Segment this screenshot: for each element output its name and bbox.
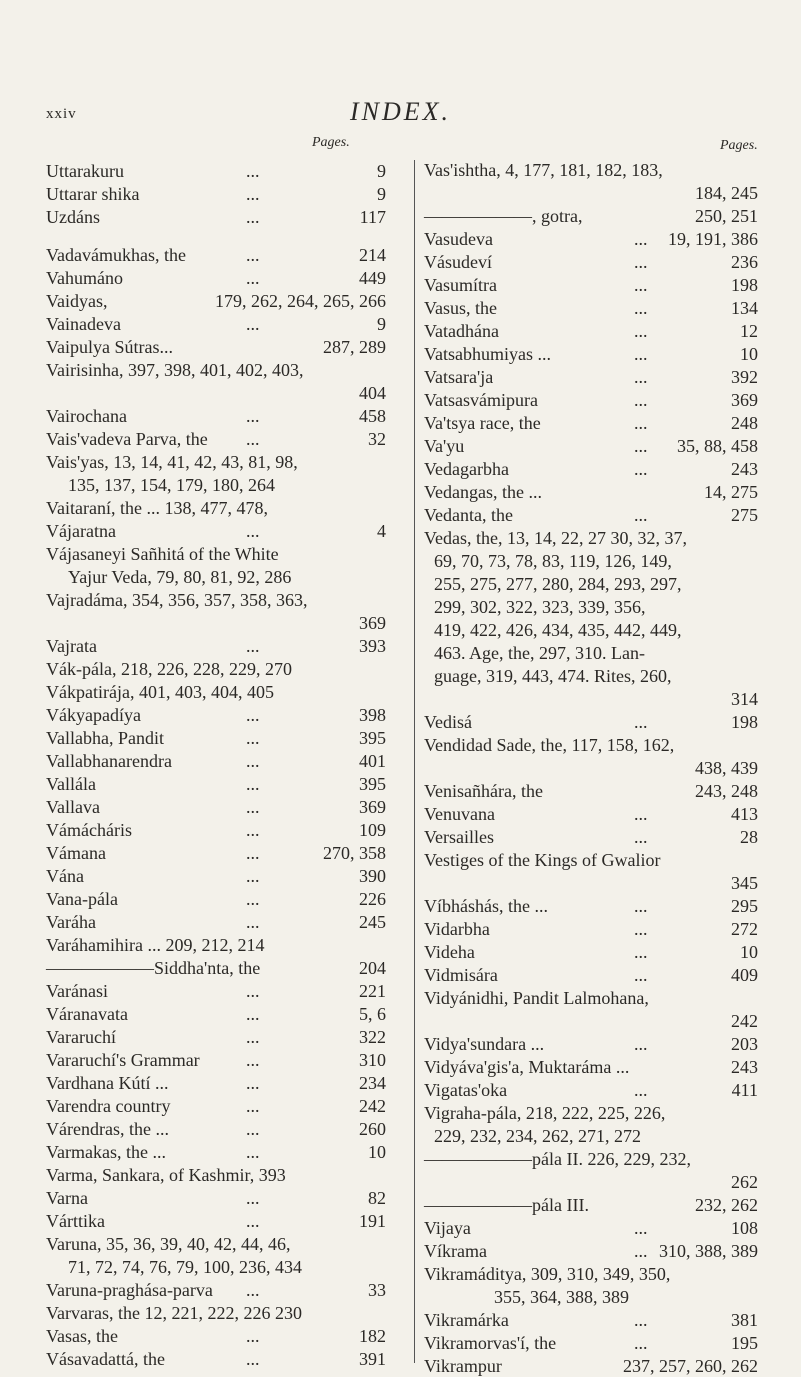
entry-leader: ... bbox=[246, 1211, 260, 1231]
entry-pages: 10 bbox=[368, 1142, 386, 1162]
entry-term: 419, 422, 426, 434, 435, 442, 449, bbox=[434, 620, 682, 640]
entry-pages: 203 bbox=[731, 1034, 758, 1054]
entry-pages: 9 bbox=[377, 314, 386, 334]
entry-term: Váranavata bbox=[46, 1004, 128, 1024]
entry-pages: 134 bbox=[731, 298, 758, 318]
entry-leader: ... bbox=[634, 827, 648, 847]
entry-leader: ... bbox=[246, 184, 260, 204]
right-pages-label: Pages. bbox=[720, 138, 758, 153]
entry-pages: 369 bbox=[359, 797, 386, 817]
entry-pages: 275 bbox=[731, 505, 758, 525]
entry-pages: 198 bbox=[731, 712, 758, 732]
entry-term: Vána bbox=[46, 866, 84, 886]
entry-term: Varma, Sankara, of Kashmir, 393 bbox=[46, 1165, 286, 1185]
entry-pages: 221 bbox=[359, 981, 386, 1001]
entry-pages: 395 bbox=[359, 728, 386, 748]
entry-term: Vidya'sundara ... bbox=[424, 1034, 545, 1054]
entry-leader: ... bbox=[634, 459, 648, 479]
entry-leader: ... bbox=[246, 774, 260, 794]
entry-term: ——————, gotra, bbox=[424, 206, 583, 226]
entry-pages: 4 bbox=[377, 521, 386, 541]
entry-term: Varna bbox=[46, 1188, 88, 1208]
entry-pages: 237, 257, 260, 262 bbox=[623, 1356, 758, 1376]
entry-pages: 390 bbox=[359, 866, 386, 886]
entry-pages: 32 bbox=[368, 429, 386, 449]
entry-pages: 404 bbox=[359, 383, 386, 403]
entry-leader: ... bbox=[634, 919, 648, 939]
entry-term: 463. Age, the, 297, 310. Lan- bbox=[434, 643, 645, 663]
entry-term: Varmakas, the ... bbox=[46, 1142, 166, 1162]
entry-term: Vákyapadíya bbox=[46, 705, 141, 725]
entry-term: Várendras, the ... bbox=[46, 1119, 169, 1139]
entry-term: Vasumítra bbox=[424, 275, 497, 295]
entry-term: Vedagarbha bbox=[424, 459, 509, 479]
entry-term: Várttika bbox=[46, 1211, 105, 1231]
entry-leader: ... bbox=[634, 1218, 648, 1238]
entry-pages: 204 bbox=[359, 958, 386, 978]
entry-term: 229, 232, 234, 262, 271, 272 bbox=[434, 1126, 641, 1146]
entry-term: Víkrama bbox=[424, 1241, 487, 1261]
entry-term: Varáhamihira ... 209, 212, 214 bbox=[46, 935, 265, 955]
entry-leader: ... bbox=[634, 896, 648, 916]
entry-pages: 232, 262 bbox=[695, 1195, 758, 1215]
entry-term: Vajradáma, 354, 356, 357, 358, 363, bbox=[46, 590, 308, 610]
entry-leader: ... bbox=[246, 1050, 260, 1070]
entry-pages: 381 bbox=[731, 1310, 758, 1330]
entry-pages: 35, 88, 458 bbox=[677, 436, 758, 456]
entry-term: Vararuchí bbox=[46, 1027, 116, 1047]
entry-term: Vidyánidhi, Pandit Lalmohana, bbox=[424, 988, 649, 1008]
entry-pages: 458 bbox=[359, 406, 386, 426]
entry-term: Vasus, the bbox=[424, 298, 497, 318]
entry-term: Vedas, the, 13, 14, 22, 27 30, 32, 37, bbox=[424, 528, 687, 548]
entry-term: Vainadeva bbox=[46, 314, 121, 334]
entry-term: Varánasi bbox=[46, 981, 108, 1001]
entry-leader: ... bbox=[634, 298, 648, 318]
entry-term: Vahumáno bbox=[46, 268, 123, 288]
entry-leader: ... bbox=[634, 1310, 648, 1330]
entry-pages: 9 bbox=[377, 161, 386, 181]
entry-pages: 236 bbox=[731, 252, 758, 272]
entry-pages: 9 bbox=[377, 184, 386, 204]
entry-leader: ... bbox=[634, 1034, 648, 1054]
entry-term: Vedangas, the ... bbox=[424, 482, 542, 502]
entry-pages: 198 bbox=[731, 275, 758, 295]
entry-term: Vigatas'oka bbox=[424, 1080, 508, 1100]
column-divider bbox=[414, 160, 415, 1363]
entry-leader: ... bbox=[634, 1333, 648, 1353]
entry-leader: ... bbox=[246, 820, 260, 840]
entry-term: Vatsara'ja bbox=[424, 367, 494, 387]
entry-leader: ... bbox=[634, 942, 648, 962]
entry-leader: ... bbox=[246, 245, 260, 265]
entry-pages: 393 bbox=[359, 636, 386, 656]
entry-leader: ... bbox=[246, 636, 260, 656]
entry-term: ——————Siddha'nta, the bbox=[46, 958, 261, 978]
entry-term: Vardhana Kútí ... bbox=[46, 1073, 169, 1093]
entry-term: ——————pála III. bbox=[424, 1195, 589, 1215]
entry-leader: ... bbox=[246, 1280, 260, 1300]
entry-leader: ... bbox=[246, 728, 260, 748]
entry-pages: 310 bbox=[359, 1050, 386, 1070]
entry-leader: ... bbox=[634, 275, 648, 295]
entry-term: Vatsasvámipura bbox=[424, 390, 538, 410]
entry-leader: ... bbox=[246, 314, 260, 334]
page-header bbox=[0, 0, 801, 126]
page-number: xxiv bbox=[46, 106, 77, 122]
entry-pages: 108 bbox=[731, 1218, 758, 1238]
entry-pages: 401 bbox=[359, 751, 386, 771]
entry-pages: 295 bbox=[731, 896, 758, 916]
entry-pages: 109 bbox=[359, 820, 386, 840]
entry-leader: ... bbox=[246, 1073, 260, 1093]
entry-term: Vikramorvas'í, the bbox=[424, 1333, 557, 1353]
entry-leader: ... bbox=[246, 866, 260, 886]
entry-leader: ... bbox=[246, 1142, 260, 1162]
entry-leader: ... bbox=[634, 252, 648, 272]
entry-pages: 245 bbox=[359, 912, 386, 932]
entry-term: Vaidyas, bbox=[46, 291, 108, 311]
entry-pages: 179, 262, 264, 265, 266 bbox=[215, 291, 386, 311]
entry-term: Va'yu bbox=[424, 436, 465, 456]
entry-term: Vijaya bbox=[424, 1218, 471, 1238]
entry-leader: ... bbox=[246, 406, 260, 426]
entry-pages: 369 bbox=[731, 390, 758, 410]
entry-term: Versailles bbox=[424, 827, 494, 847]
entry-pages: 195 bbox=[731, 1333, 758, 1353]
entry-leader: ... bbox=[634, 804, 648, 824]
entry-term: Vásavadattá, the bbox=[46, 1349, 165, 1369]
entry-pages: 395 bbox=[359, 774, 386, 794]
entry-pages: 182 bbox=[359, 1326, 386, 1346]
left-pages-label: Pages. bbox=[312, 135, 350, 150]
entry-leader: ... bbox=[634, 229, 648, 249]
entry-term: Vidmisára bbox=[424, 965, 498, 985]
entry-term: Vais'vadeva Parva, the bbox=[46, 429, 208, 449]
entry-term: ——————pála II. 226, 229, 232, bbox=[424, 1149, 691, 1169]
entry-pages: 250, 251 bbox=[695, 206, 758, 226]
entry-leader: ... bbox=[246, 705, 260, 725]
entry-pages: 438, 439 bbox=[695, 758, 758, 778]
entry-leader: ... bbox=[246, 1326, 260, 1346]
entry-term: Vana-pála bbox=[46, 889, 118, 909]
entry-pages: 310, 388, 389 bbox=[659, 1241, 758, 1261]
entry-pages: 191 bbox=[359, 1211, 386, 1231]
entry-pages: 10 bbox=[740, 344, 758, 364]
entry-term: Vámana bbox=[46, 843, 106, 863]
entry-term: Va'tsya race, the bbox=[424, 413, 541, 433]
entry-pages: 392 bbox=[731, 367, 758, 387]
entry-pages: 214 bbox=[359, 245, 386, 265]
page-title: INDEX. bbox=[349, 97, 452, 126]
entry-leader: ... bbox=[246, 1004, 260, 1024]
entry-leader: ... bbox=[246, 889, 260, 909]
entry-pages: 449 bbox=[359, 268, 386, 288]
entry-pages: 260 bbox=[359, 1119, 386, 1139]
entry-term: Varvaras, the 12, 221, 222, 226 230 bbox=[46, 1303, 302, 1323]
entry-term: Vikramáditya, 309, 310, 349, 350, bbox=[424, 1264, 671, 1284]
entry-leader: ... bbox=[246, 981, 260, 1001]
entry-pages: 322 bbox=[359, 1027, 386, 1047]
entry-pages: 226 bbox=[359, 889, 386, 909]
entry-leader: ... bbox=[634, 413, 648, 433]
entry-leader: ... bbox=[246, 751, 260, 771]
entry-leader: ... bbox=[246, 268, 260, 288]
entry-leader: ... bbox=[634, 367, 648, 387]
entry-leader: ... bbox=[246, 161, 260, 181]
entry-term: 69, 70, 73, 78, 83, 119, 126, 149, bbox=[434, 551, 672, 571]
entry-term: Vairochana bbox=[46, 406, 127, 426]
entry-pages: 272 bbox=[731, 919, 758, 939]
entry-term: Varáha bbox=[46, 912, 96, 932]
entry-pages: 28 bbox=[740, 827, 758, 847]
entry-term: Vidyáva'gis'a, Muktaráma ... bbox=[424, 1057, 630, 1077]
entry-leader: ... bbox=[634, 712, 648, 732]
entry-term: Vajrata bbox=[46, 636, 97, 656]
entry-pages: 314 bbox=[731, 689, 758, 709]
entry-term: Vatadhána bbox=[424, 321, 499, 341]
entry-pages: 248 bbox=[731, 413, 758, 433]
entry-term: Vidarbha bbox=[424, 919, 490, 939]
entry-leader: ... bbox=[246, 843, 260, 863]
entry-term: Venisañhára, the bbox=[424, 781, 543, 801]
entry-term: Vadavámukhas, the bbox=[46, 245, 186, 265]
entry-pages: 369 bbox=[359, 613, 386, 633]
entry-leader: ... bbox=[246, 1349, 260, 1369]
entry-term: Vais'yas, 13, 14, 41, 42, 43, 81, 98, bbox=[46, 452, 298, 472]
entry-pages: 413 bbox=[731, 804, 758, 824]
entry-leader: ... bbox=[246, 1188, 260, 1208]
entry-term: Vallabhanarendra bbox=[46, 751, 172, 771]
entry-pages: 184, 245 bbox=[695, 183, 758, 203]
entry-pages: 270, 358 bbox=[323, 843, 386, 863]
entry-leader: ... bbox=[246, 521, 260, 541]
entry-leader: ... bbox=[634, 344, 648, 364]
entry-pages: 287, 289 bbox=[323, 337, 386, 357]
entry-term: Vikramárka bbox=[424, 1310, 509, 1330]
entry-pages: 5, 6 bbox=[359, 1004, 386, 1024]
entry-term: Vendidad Sade, the, 117, 158, 162, bbox=[424, 735, 675, 755]
entry-pages: 242 bbox=[731, 1011, 758, 1031]
entry-leader: ... bbox=[634, 321, 648, 341]
entry-leader: ... bbox=[246, 207, 260, 227]
entry-leader: ... bbox=[246, 429, 260, 449]
entry-term: Vairisinha, 397, 398, 401, 402, 403, bbox=[46, 360, 304, 380]
entry-term: Vaipulya Sútras... bbox=[46, 337, 173, 357]
entry-pages: 345 bbox=[731, 873, 758, 893]
entry-pages: 409 bbox=[731, 965, 758, 985]
entry-term: Víbháshás, the ... bbox=[424, 896, 548, 916]
entry-term: Vaitaraní, the ... 138, 477, 478, bbox=[46, 498, 268, 518]
entry-term: Vikrampur bbox=[424, 1356, 502, 1376]
entry-term: Videha bbox=[424, 942, 475, 962]
entry-leader: ... bbox=[634, 965, 648, 985]
entry-term: Uzdáns bbox=[46, 207, 100, 227]
entry-term: Vasudeva bbox=[424, 229, 493, 249]
entry-leader: ... bbox=[246, 1027, 260, 1047]
entry-leader: ... bbox=[634, 436, 648, 456]
entry-term: Vámácháris bbox=[46, 820, 132, 840]
entry-term: Vigraha-pála, 218, 222, 225, 226, bbox=[424, 1103, 666, 1123]
entry-pages: 117 bbox=[359, 207, 386, 227]
entry-pages: 10 bbox=[740, 942, 758, 962]
entry-term: Vájasaneyi Sañhitá of the White bbox=[46, 544, 279, 564]
entry-pages: 411 bbox=[731, 1080, 758, 1100]
entry-term: Vestiges of the Kings of Gwalior bbox=[424, 850, 661, 870]
entry-term: Uttarakuru bbox=[46, 161, 124, 181]
entry-pages: 19, 191, 386 bbox=[668, 229, 758, 249]
entry-term: 299, 302, 322, 323, 339, 356, bbox=[434, 597, 646, 617]
entry-pages: 262 bbox=[731, 1172, 758, 1192]
entry-pages: 12 bbox=[740, 321, 758, 341]
entry-term: Varuna, 35, 36, 39, 40, 42, 44, 46, bbox=[46, 1234, 291, 1254]
entry-term: Vallava bbox=[46, 797, 100, 817]
entry-pages: 243 bbox=[731, 1057, 758, 1077]
entry-pages: 234 bbox=[359, 1073, 386, 1093]
entry-term: 355, 364, 388, 389 bbox=[494, 1287, 629, 1307]
entry-term: Vatsabhumiyas ... bbox=[424, 344, 551, 364]
entry-pages: 243, 248 bbox=[695, 781, 758, 801]
entry-leader: ... bbox=[634, 390, 648, 410]
entry-term: Vararuchí's Grammar bbox=[46, 1050, 200, 1070]
entry-pages: 242 bbox=[359, 1096, 386, 1116]
entry-pages: 243 bbox=[731, 459, 758, 479]
entry-term: Vedisá bbox=[424, 712, 472, 732]
entry-term: 135, 137, 154, 179, 180, 264 bbox=[68, 475, 275, 495]
entry-leader: ... bbox=[246, 1119, 260, 1139]
entry-term: 71, 72, 74, 76, 79, 100, 236, 434 bbox=[68, 1257, 302, 1277]
entry-pages: 14, 275 bbox=[704, 482, 758, 502]
entry-leader: ... bbox=[634, 1080, 648, 1100]
entry-term: Vájaratna bbox=[46, 521, 116, 541]
entry-term: Vasas, the bbox=[46, 1326, 118, 1346]
entry-term: Vák-pála, 218, 226, 228, 229, 270 bbox=[46, 659, 292, 679]
entry-pages: 33 bbox=[368, 1280, 386, 1300]
entry-pages: 398 bbox=[359, 705, 386, 725]
entry-term: Vákpatirája, 401, 403, 404, 405 bbox=[46, 682, 274, 702]
entry-term: Uttarar shika bbox=[46, 184, 140, 204]
entry-leader: ... bbox=[634, 505, 648, 525]
entry-term: Vallabha, Pandit bbox=[46, 728, 164, 748]
entry-term: Varendra country bbox=[46, 1096, 171, 1116]
entry-term: Varuna-praghása-parva bbox=[46, 1280, 213, 1300]
entry-leader: ... bbox=[246, 912, 260, 932]
entry-term: 255, 275, 277, 280, 284, 293, 297, bbox=[434, 574, 682, 594]
entry-term: Vedanta, the bbox=[424, 505, 513, 525]
entry-leader: ... bbox=[246, 797, 260, 817]
entry-term: Vallála bbox=[46, 774, 96, 794]
entry-term: Venuvana bbox=[424, 804, 495, 824]
entry-term: guage, 319, 443, 474. Rites, 260, bbox=[434, 666, 672, 686]
entry-pages: 391 bbox=[359, 1349, 386, 1369]
entry-term: Vásudeví bbox=[424, 252, 492, 272]
entry-pages: 82 bbox=[368, 1188, 386, 1208]
entry-leader: ... bbox=[634, 1241, 648, 1261]
entry-leader: ... bbox=[246, 1096, 260, 1116]
entry-term: Vas'ishtha, 4, 177, 181, 182, 183, bbox=[424, 160, 663, 180]
entry-term: Yajur Veda, 79, 80, 81, 92, 286 bbox=[68, 567, 292, 587]
